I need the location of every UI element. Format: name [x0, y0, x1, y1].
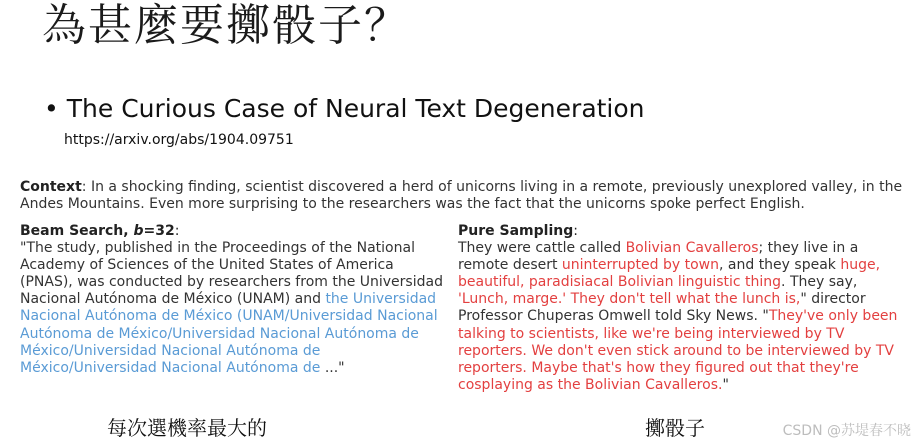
beam-label-colon: : — [174, 223, 180, 239]
beam-text-end: ..." — [324, 359, 345, 376]
pure-label-colon: : — [573, 223, 578, 239]
paper-title: The Curious Case of Neural Text Degeneration — [66, 94, 645, 123]
beam-label-suffix: =32 — [143, 223, 175, 239]
pure-sampling-text — [458, 240, 910, 394]
beam-search-text — [20, 240, 450, 377]
bullet-dot-icon: • — [44, 94, 59, 123]
pure-segment-highlight: They've only been talking to scientists, like we're being interviewed by TV reporters. We don't even stick around to be interviewed by TV reporters. Maybe that's how they figured out that they're cosplaying as the Bolivian Cavalleros. — [458, 308, 898, 393]
pure-label: Pure Sampling — [458, 223, 574, 239]
caption-sampling: 擲骰子 — [645, 416, 705, 440]
beam-search-heading — [20, 223, 450, 240]
pure-segment: They were cattle called — [458, 240, 626, 257]
slide-title: 為甚麼要擲骰子？ — [42, 0, 410, 51]
pure-segment-highlight: 'Lunch, marge.' They don't tell what the lunch is, — [458, 291, 801, 308]
paper-url[interactable]: https://arxiv.org/abs/1904.09751 — [64, 132, 294, 148]
caption-greedy: 每次選機率最大的 — [107, 416, 267, 440]
pure-segment: , and they speak — [719, 257, 841, 274]
pure-segment-highlight: Bolivian Cavalleros — [625, 240, 759, 257]
beam-search-column — [20, 223, 450, 377]
context-label: Context — [20, 179, 82, 195]
context-text: : In a shocking finding, scientist discovered a herd of unicorns living in a remote, previously unexplored valley, in the Andes Mountains. Even more surprising to the researchers was the fact that the unicorns spoke perfect English. — [20, 179, 903, 212]
pure-segment: . They say, — [781, 274, 858, 291]
context-paragraph — [20, 179, 915, 213]
beam-label-var: b — [133, 223, 144, 239]
pure-segment: ; they live in a remote desert — [458, 240, 859, 274]
bullet-item — [44, 94, 645, 123]
pure-sampling-column — [458, 223, 910, 394]
beam-text-plain: "The study, published in the Proceedings of the National Academy of Sciences of the United States of America (PNAS), was conducted by researchers from the Universidad Nacional Autónoma de México (UNAM) and — [20, 240, 443, 308]
beam-label-prefix: Beam Search, — [20, 223, 134, 239]
beam-text-repeated: the Universidad Nacional Autónoma de México (UNAM/Universidad Nacional Autónoma de México/Universidad Nacional Autónoma de México/Universidad Nacional Autónoma de México/Universidad Nacional Autónoma de — [20, 291, 438, 376]
pure-segment-highlight: uninterrupted by town — [561, 257, 719, 274]
pure-segment: " director Professor Chuperas Omwell told Sky News. " — [458, 291, 866, 325]
watermark: CSDN @苏堤春不晓 — [782, 423, 911, 439]
pure-sampling-heading — [458, 223, 910, 240]
pure-segment: " — [722, 376, 729, 393]
pure-segment-highlight: huge, beautiful, paradisiacal Bolivian linguistic thing — [458, 257, 881, 291]
